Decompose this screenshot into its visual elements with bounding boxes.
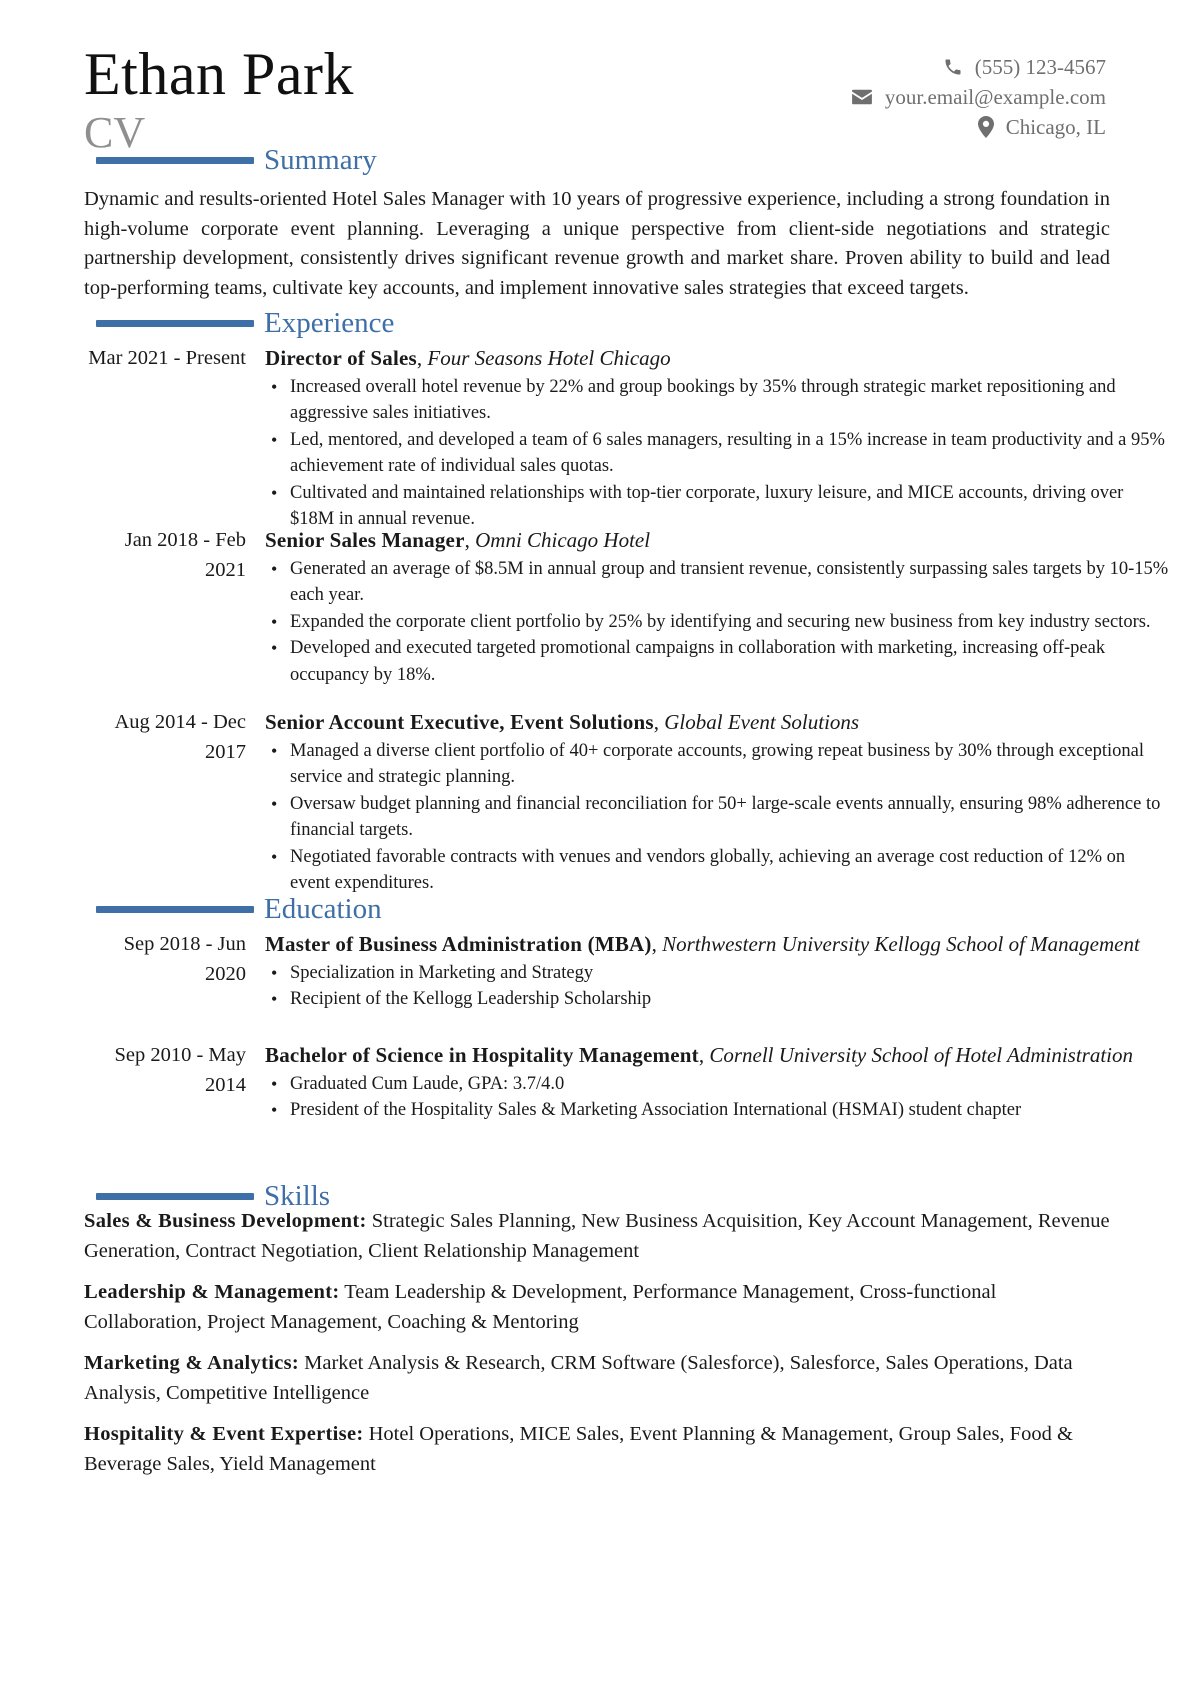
bullet-list — [265, 374, 1169, 533]
summary-paragraph: Dynamic and results-oriented Hotel Sales Manager with 10 years of progressive experience, including a strong foundation in high-volume corporate event planning. Leveraging a unique perspective from client-side negotiations and strategic partnership development, consistently drives significant revenue growth and market share. Proven ability to build and lead top-performing teams, cultivate key accounts, and implement innovative sales strategies that exceed targets. — [84, 188, 1110, 299]
degree-title: Master of Business Administration (MBA) — [265, 932, 652, 956]
entry-heading: Master of Business Administration (MBA), Northwestern University Kellogg School of Management — [265, 932, 1140, 956]
skill-group — [84, 1420, 1110, 1479]
section-title: Experience — [264, 307, 395, 339]
entry-heading: Bachelor of Science in Hospitality Management, Cornell University School of Hotel Administration — [265, 1043, 1133, 1067]
bullet-list — [265, 556, 1169, 689]
bullet-item: • Negotiated favorable contracts with venues and vendors globally, achieving an average cost reduction of 12% on event expenditures. — [265, 844, 1169, 897]
section-rule — [96, 906, 254, 913]
bullet-list — [265, 960, 1169, 1013]
employer: Omni Chicago Hotel — [475, 528, 651, 552]
job-title: Director of Sales — [265, 346, 417, 370]
document-label: CV — [84, 108, 146, 157]
bullet-item: • Cultivated and maintained relationships with top-tier corporate, luxury leisure, and MICE accounts, driving over $18M in annual revenue. — [265, 480, 1169, 533]
phone-text[interactable]: (555) 123-4567 — [974, 55, 1106, 79]
employer: Global Event Solutions — [664, 710, 860, 734]
bullet-item: • President of the Hospitality Sales & Marketing Association International (HSMAI) student chapter — [265, 1097, 1169, 1124]
section-rule — [96, 157, 254, 164]
skill-items: Team Leadership & Development, Performance Management, Cross-functional Collaboration, Project Management, Coaching & Mentoring — [84, 1281, 997, 1333]
skills-list — [84, 1207, 1110, 1491]
email-text[interactable]: your.email@example.com — [884, 85, 1106, 109]
skill-category: Hospitality & Event Expertise: — [84, 1423, 364, 1445]
institution: Northwestern University Kellogg School of Management — [662, 932, 1140, 956]
bullet-item: • Managed a diverse client portfolio of 40+ corporate accounts, growing repeat business by 30% through exceptional service and strategic planning. — [265, 738, 1169, 791]
skill-items: Market Analysis & Research, CRM Software (Salesforce), Salesforce, Sales Operations, Data Analysis, Competitive Intelligence — [84, 1352, 1073, 1404]
skill-items: Hotel Operations, MICE Sales, Event Planning & Management, Group Sales, Food & Beverage Sales, Yield Management — [84, 1423, 1073, 1475]
contact-block — [851, 52, 1106, 142]
degree-title: Bachelor of Science in Hospitality Management — [265, 1043, 699, 1067]
entry-date: Jan 2018 - Feb 2021 — [124, 529, 246, 581]
entry-date: Sep 2010 - May 2014 — [114, 1044, 246, 1096]
envelope-icon — [851, 88, 873, 106]
entry-heading: Senior Sales Manager, Omni Chicago Hotel — [265, 528, 651, 552]
skill-items: Strategic Sales Planning, New Business Acquisition, Key Account Management, Revenue Generation, Contract Negotiation, Client Relationship Management — [84, 1210, 1110, 1262]
section-title: Skills — [264, 1180, 331, 1212]
skill-category: Sales & Business Development: — [84, 1210, 367, 1232]
skill-category: Leadership & Management: — [84, 1281, 340, 1303]
bullet-item: • Recipient of the Kellogg Leadership Scholarship — [265, 986, 1169, 1013]
bullet-item: • Expanded the corporate client portfolio by 25% by identifying and securing new business from key industry sectors. — [265, 609, 1169, 636]
skill-group — [84, 1207, 1110, 1266]
location-text: Chicago, IL — [1005, 115, 1106, 139]
entry-date: Aug 2014 - Dec 2017 — [114, 711, 246, 763]
bullet-item: • Graduated Cum Laude, GPA: 3.7/4.0 — [265, 1071, 1169, 1098]
contact-phone — [851, 52, 1106, 82]
bullet-item: • Oversaw budget planning and financial reconciliation for 50+ large-scale events annually, ensuring 98% adherence to financial targets. — [265, 791, 1169, 844]
section-heading-education — [96, 892, 1096, 926]
bullet-item: • Specialization in Marketing and Strategy — [265, 960, 1169, 987]
skill-group — [84, 1349, 1110, 1408]
section-title: Summary — [264, 144, 377, 176]
skill-category: Marketing & Analytics: — [84, 1352, 299, 1374]
job-title: Senior Account Executive, Event Solutions — [265, 710, 654, 734]
job-title: Senior Sales Manager — [265, 528, 465, 552]
section-heading-experience — [96, 306, 1096, 340]
bullet-item: • Led, mentored, and developed a team of 6 sales managers, resulting in a 15% increase in team productivity and a 95% achievement rate of individual sales quotas. — [265, 427, 1169, 480]
section-heading-summary — [96, 143, 1096, 177]
contact-email — [851, 82, 1106, 112]
bullet-list — [265, 738, 1169, 897]
map-pin-icon — [978, 116, 994, 138]
entry-heading: Senior Account Executive, Event Solutions, Global Event Solutions — [265, 710, 860, 734]
entry-date: Sep 2018 - Jun 2020 — [123, 933, 246, 985]
entry-heading: Director of Sales, Four Seasons Hotel Chicago — [265, 346, 671, 370]
bullet-list — [265, 1071, 1169, 1124]
contact-location — [851, 112, 1106, 142]
skill-group — [84, 1278, 1110, 1337]
bullet-item: • Generated an average of $8.5M in annual group and transient revenue, consistently surpassing sales targets by 10-15% each year. — [265, 556, 1169, 609]
entry-date: Mar 2021 - Present — [88, 347, 246, 369]
bullet-item: • Increased overall hotel revenue by 22% and group bookings by 35% through strategic market repositioning and aggressive sales initiatives. — [265, 374, 1169, 427]
section-title: Education — [264, 893, 382, 925]
candidate-name: Ethan Park — [84, 41, 354, 107]
section-rule — [96, 1193, 254, 1200]
institution: Cornell University School of Hotel Administration — [709, 1043, 1133, 1067]
section-rule — [96, 320, 254, 327]
bullet-item: • Developed and executed targeted promotional campaigns in collaboration with marketing, increasing off-peak occupancy by 18%. — [265, 635, 1169, 688]
employer: Four Seasons Hotel Chicago — [427, 346, 671, 370]
phone-icon — [943, 57, 963, 77]
